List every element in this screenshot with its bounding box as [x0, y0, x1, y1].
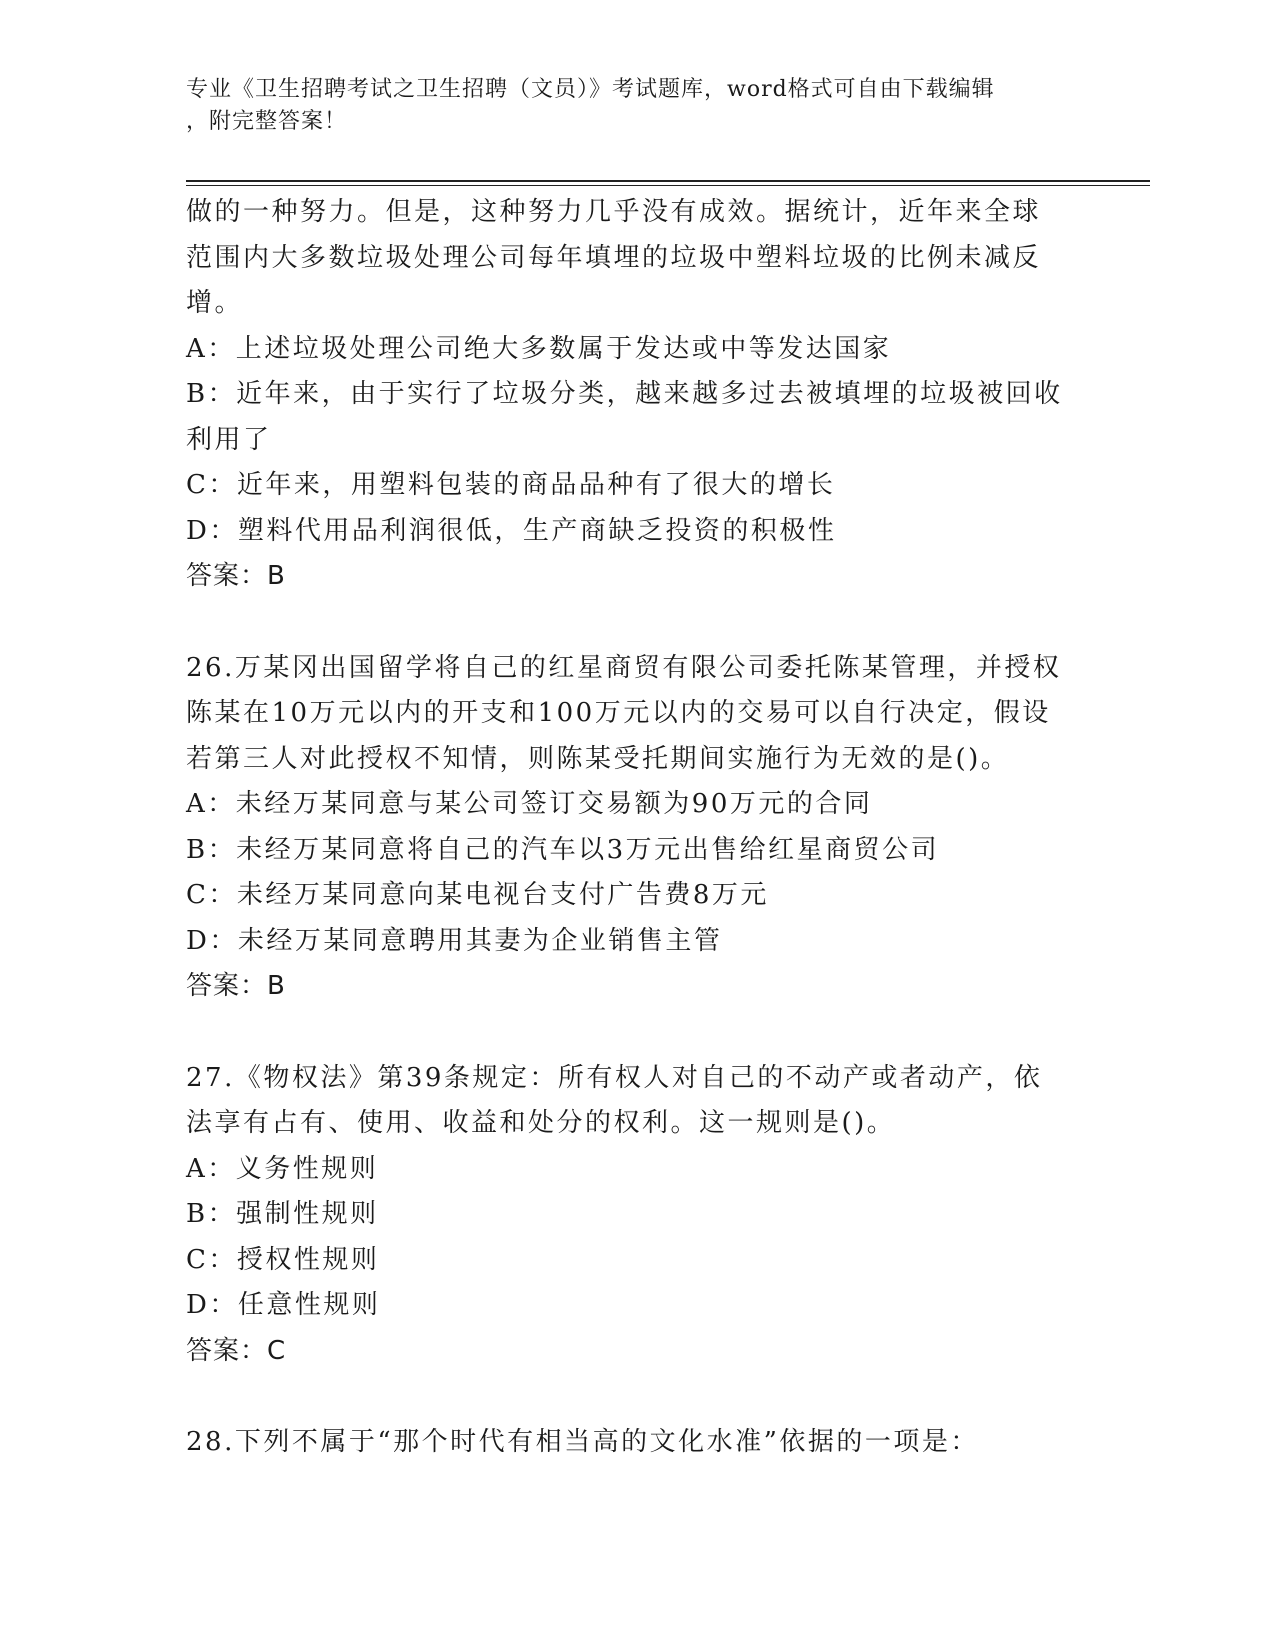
- header-line-1: 专业《卫生招聘考试之卫生招聘（文员）》考试题库，word格式可自由下载编辑: [186, 77, 995, 102]
- question-text-line: 27.《物权法》第39条规定：所有权人对自己的不动产或者动产，依: [186, 1062, 1043, 1093]
- option-b: B：近年来，由于实行了垃圾分类，越来越多过去被填埋的垃圾被回收: [186, 379, 1063, 409]
- option-b-continued: 利用了: [186, 424, 272, 455]
- option-a: A：义务性规则: [186, 1153, 379, 1184]
- question-spacer: [186, 1010, 1086, 1056]
- question-25: [186, 190, 1086, 600]
- option-c: C：授权性规则: [186, 1244, 380, 1275]
- question-spacer: [186, 1374, 1086, 1420]
- option-d: D：未经万某同意聘用其妻为企业销售主管: [186, 925, 723, 956]
- answer: 答案：B: [186, 561, 286, 591]
- question-text-line: 增。: [186, 288, 244, 318]
- answer: 答案：B: [186, 971, 286, 1001]
- option-c: C：未经万某同意向某电视台支付广告费8万元: [186, 880, 769, 910]
- header-divider-thick: [186, 180, 1150, 182]
- option-b: B：强制性规则: [186, 1199, 379, 1229]
- question-text-line: 范围内大多数垃圾处理公司每年填埋的垃圾中塑料垃圾的比例未减反: [186, 242, 1042, 273]
- question-text-line: 陈某在10万元以内的开支和100万元以内的交易可以自行决定，假设: [186, 698, 1051, 728]
- question-28: [186, 1420, 1086, 1466]
- question-text-line: 若第三人对此授权不知情，则陈某受托期间实施行为无效的是()。: [186, 743, 1010, 774]
- header-line-2: ，附完整答案！: [186, 109, 348, 134]
- question-text-line: 做的一种努力。但是，这种努力几乎没有成效。据统计，近年来全球: [186, 197, 1042, 227]
- page-header: [186, 74, 1086, 138]
- option-c: C：近年来，用塑料包装的商品品种有了很大的增长: [186, 470, 836, 500]
- header-divider-thin: [186, 185, 1150, 186]
- option-b: B：未经万某同意将自己的汽车以3万元出售给红星商贸公司: [186, 834, 940, 865]
- option-d: D：任意性规则: [186, 1290, 381, 1320]
- option-a: A：未经万某同意与某公司签订交易额为90万元的合同: [186, 789, 873, 819]
- answer: 答案：C: [186, 1335, 287, 1366]
- question-27: [186, 1056, 1086, 1375]
- question-text-line: 法享有占有、使用、收益和处分的权利。这一规则是()。: [186, 1108, 896, 1138]
- question-text-line: 26.万某冈出国留学将自己的红星商贸有限公司委托陈某管理，并授权: [186, 652, 1062, 683]
- option-a: A：上述垃圾处理公司绝大多数属于发达或中等发达国家: [186, 333, 892, 364]
- question-26: [186, 646, 1086, 1010]
- question-text-line: 28.下列不属于“那个时代有相当高的文化水准”依据的一项是：: [186, 1427, 979, 1457]
- option-d: D：塑料代用品利润很低，生产商缺乏投资的积极性: [186, 515, 837, 546]
- question-spacer: [186, 600, 1086, 646]
- page-content: [186, 190, 1086, 1466]
